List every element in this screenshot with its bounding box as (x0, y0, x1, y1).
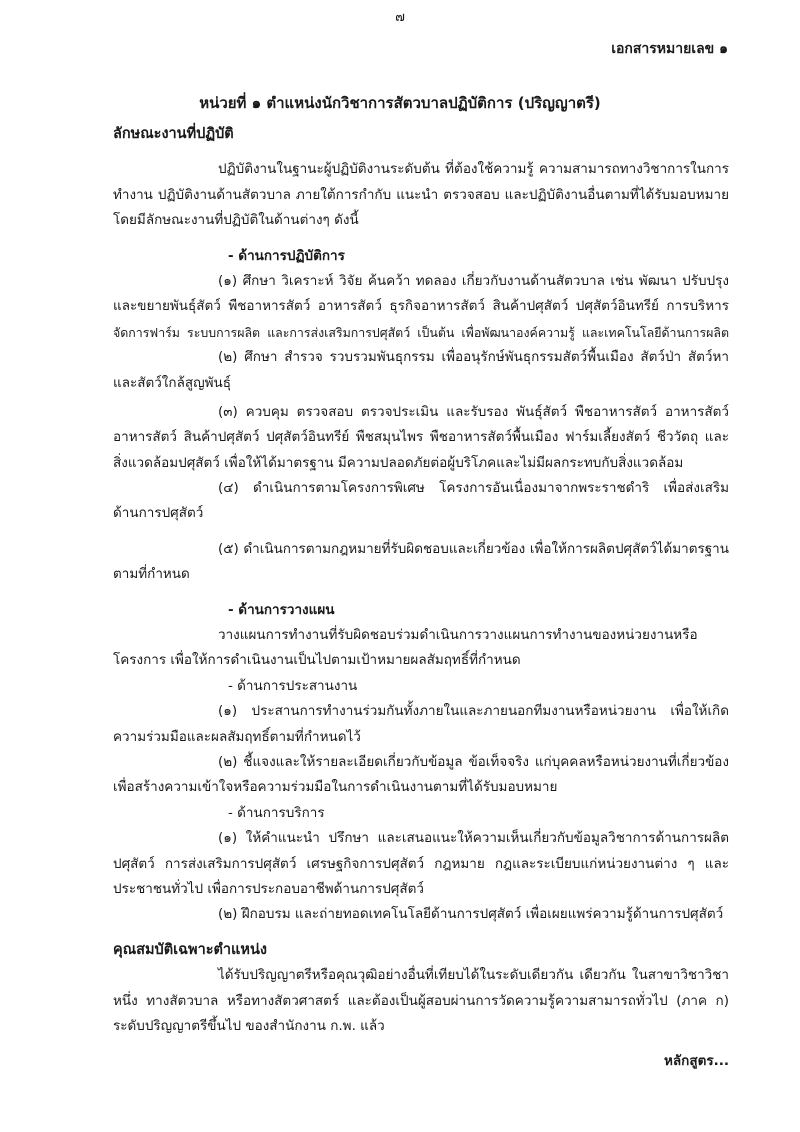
list-item-line: (๓) ควบคุม ตรวจสอบ ตรวจประเมิน และรับรอง พันธุ์สัตว์ พืชอาหารสัตว์ อาหารสัตว์ (218, 403, 729, 420)
paragraph-line: ระดับปริญญาตรีขึ้นไป ของสำนักงาน ก.พ. แล้ว (113, 1017, 385, 1034)
document-body (113, 122, 729, 1075)
subheading-planning: - ด้านการวางแผน (228, 601, 335, 618)
list-item-line: (๑) ให้คำแนะนำ ปรึกษา และเสนอแนะให้ความเห็นเกี่ยวกับข้อมูลวิชาการด้านการผลิต (218, 830, 729, 847)
list-item-line: สิ่งแวดล้อมปศุสัตว์ เพื่อให้ได้มาตรฐาน มีความปลอดภัยต่อผู้บริโภคและไม่มีผลกระทบกับสิ่งแวดล้อม (113, 454, 684, 471)
list-item-line: ปศุสัตว์ การส่งเสริมการปศุสัตว์ เศรษฐกิจการปศุสัตว์ กฎหมาย กฎและระเบียบแก่หน่วยงานต่าง ๆ และ (113, 855, 729, 872)
paragraph-line: ทำงาน ปฏิบัติงานด้านสัตวบาล ภายใต้การกำกับ แนะนำ ตรวจสอบ และปฏิบัติงานอื่นตามที่ได้รับมอบหมาย (113, 186, 729, 203)
paragraph-line: หนึ่ง ทางสัตวบาล หรือทางสัตวศาสตร์ และต้องเป็นผู้สอบผ่านการวัดความรู้ความสามารถทั่วไป (ภาค ก) (113, 992, 729, 1009)
paragraph-line: วางแผนการทำงานที่รับผิดชอบร่วมดำเนินการวางแผนการทำงานของหน่วยงานหรือ (218, 627, 698, 644)
paragraph-line: ได้รับปริญญาตรีหรือคุณวุฒิอย่างอื่นที่เทียบได้ในระดับเดียวกัน เดียวกัน ในสาขาวิชาวิชา (218, 967, 729, 984)
subheading-service: - ด้านการบริการ (228, 804, 325, 821)
list-item-line: (๕) ดำเนินการตามกฎหมายที่รับผิดชอบและเกี่ยวข้อง เพื่อให้การผลิตปศุสัตว์ได้มาตรฐาน (218, 540, 729, 557)
page-title: หน่วยที่ ๑ ตำแหน่งนักวิชาการสัตวบาลปฏิบัติการ (ปริญญาตรี) (199, 94, 601, 112)
section-heading-job-nature: ลักษณะงานที่ปฏิบัติ (113, 126, 234, 142)
list-item-line: (๑) ประสานการทำงานร่วมกันทั้งภายในและภายนอกทีมงานหรือหน่วยงาน เพื่อให้เกิด (218, 703, 729, 720)
subheading-operations: - ด้านการปฏิบัติการ (228, 247, 345, 264)
paragraph-line: โดยมีลักษณะงานที่ปฏิบัติในด้านต่างๆ ดังนี้ (113, 212, 359, 229)
list-item-line: ตามที่กำหนด (113, 566, 190, 583)
list-item-line: จัดการฟาร์ม ระบบการผลิต และการส่งเสริมการปศุสัตว์ เป็นต้น เพื่อพัฒนาองค์ความรู้ และเทคโนโลยีด้านการผลิต (113, 324, 729, 340)
list-item-line: ด้านการปศุสัตว์ (113, 505, 204, 522)
list-item-line: (๒) ชี้แจงและให้รายละเอียดเกี่ยวกับข้อมูล ข้อเท็จจริง แก่บุคคลหรือหน่วยงานที่เกี่ยวข้อง (218, 753, 729, 770)
section-heading-qualifications: คุณสมบัติเฉพาะตำแหน่ง (113, 941, 267, 958)
list-item-line: (๒) ศึกษา สำรวจ รวบรวมพันธุกรรม เพื่ออนุรักษ์พันธุกรรมสัตว์พื้นเมือง สัตว์ป่า สัตว์หา (218, 349, 729, 366)
list-item-line: ประชาชนทั่วไป เพื่อการประกอบอาชีพด้านการปศุสัตว์ (113, 880, 424, 897)
subheading-coordination: - ด้านการประสานงาน (228, 677, 358, 694)
paragraph-line: โครงการ เพื่อให้การดำเนินงานเป็นไปตามเป้าหมายผลสัมฤทธิ์ที่กำหนด (113, 652, 521, 669)
list-item-line: และขยายพันธุ์สัตว์ พืชอาหารสัตว์ อาหารสัตว์ ธุรกิจอาหารสัตว์ สินค้าปศุสัตว์ ปศุสัตว์อินทรีย์ การบริหาร (113, 298, 729, 315)
document-label: เอกสารหมายเลข ๑ (611, 41, 728, 57)
list-item-line: (๑) ศึกษา วิเคราะห์ วิจัย ค้นคว้า ทดลอง เกี่ยวกับงานด้านสัตวบาล เช่น พัฒนา ปรับปรุง (218, 272, 729, 289)
paragraph-line: ปฏิบัติงานในฐานะผู้ปฏิบัติงานระดับต้น ที่ต้องใช้ความรู้ ความสามารถทางวิชาการในการ (218, 161, 729, 178)
list-item-line: (๒) ฝึกอบรม และถ่ายทอดเทคโนโลยีด้านการปศุสัตว์ เพื่อเผยแพร่ความรู้ด้านการปศุสัตว์ (218, 906, 724, 923)
list-item-line: (๔) ดำเนินการตามโครงการพิเศษ โครงการอันเนื่องมาจากพระราชดำริ เพื่อส่งเสริม (218, 480, 729, 497)
list-item-line: เพื่อสร้างความเข้าใจหรือความร่วมมือในการดำเนินงานตามที่ได้รับมอบหมาย (113, 779, 558, 796)
page-number: ๗ (395, 10, 405, 25)
list-item-line: และสัตว์ใกล้สูญพันธุ์ (113, 374, 231, 391)
continuation-marker: หลักสูตร... (664, 1053, 729, 1070)
list-item-line: ความร่วมมือและผลสัมฤทธิ์ตามที่กำหนดไว้ (113, 728, 361, 745)
list-item-line: อาหารสัตว์ สินค้าปศุสัตว์ ปศุสัตว์อินทรีย์ พืชสมุนไพร พืชอาหารสัตว์พื้นเมือง ฟาร์มเลี้ยงสัตว์ ชีววัตถุ และ (113, 429, 729, 446)
